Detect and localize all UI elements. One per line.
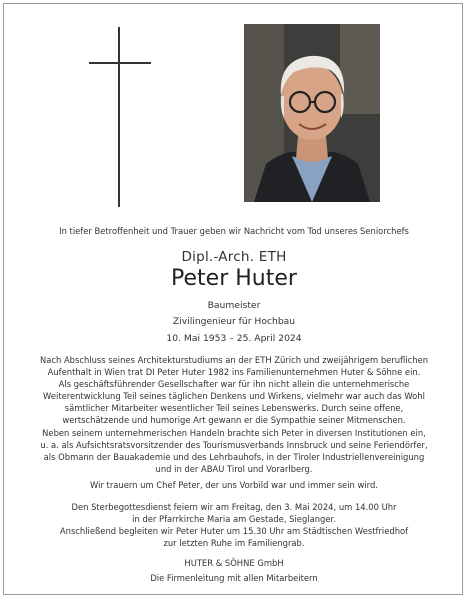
biography-line: Nach Abschluss seines Architekturstudiums an der ETH Zürich und zweijährigem beruflichen — [39, 355, 429, 365]
biography-paragraph — [4, 354, 464, 475]
mourning-line: Wir trauern um Chef Peter, der uns Vorbild war und immer sein wird. — [90, 480, 378, 490]
portrait-photo — [244, 24, 380, 202]
obituary-notice — [3, 3, 463, 595]
profession-2: Zivilingenieur für Hochbau — [172, 316, 296, 327]
academic-title: Dipl.-Arch. ETH — [181, 249, 287, 265]
mourning-statement — [4, 479, 464, 491]
biography-line: Aufenthalt in Wien trat DI Peter Huter 1982 ins Familienunternehmen Huter & Söhne ein. — [47, 367, 421, 378]
intro-text: In tiefer Betroffenheit und Trauer geben wir Nachricht vom Tod unseres Seniorchefs — [59, 226, 409, 236]
service-line: in der Pfarrkirche Maria am Gestade, Sieglanger. — [132, 514, 336, 525]
portrait-illustration — [244, 24, 380, 202]
biography-line: Als geschäftsführender Gesellschafter war für ihn nicht allein die unternehmerische — [58, 379, 410, 390]
service-line: Den Sterbegottesdienst feiern wir am Freitag, den 3. Mai 2024, um 14.00 Uhr — [71, 502, 397, 512]
cross-icon — [89, 27, 151, 207]
biography-line: wertschätzende und humorige Art gewann er die Sympathie seiner Mitmenschen. — [62, 415, 406, 426]
cross-horizontal-bar — [89, 62, 151, 64]
biography-line: sämtlicher Mitarbeiter wesentlicher Teil seines Lebenswerks. Durch seine offene, — [64, 403, 404, 414]
service-line: Anschließend begleiten wir Peter Huter um 15.30 Uhr am Städtischen Westfriedhof — [59, 526, 409, 537]
service-line: zur letzten Ruhe im Familiengrab. — [163, 538, 305, 549]
biography-line: u. a. als Aufsichtsratsvorsitzender des Tourismusverbands Innsbruck und seine Feriendörfer, — [40, 439, 428, 450]
life-dates: 10. Mai 1953 – 25. April 2024 — [166, 333, 302, 344]
signoff-line: Die Firmenleitung mit allen Mitarbeitern — [150, 573, 318, 583]
funeral-service-details — [4, 501, 464, 549]
biography-line: als Obmann der Bauakademie und des Lehrbauhofs, in der Tiroler Industriellenvereinigung — [43, 451, 425, 462]
signoff-text — [4, 572, 464, 584]
deceased-name: Peter Huter — [171, 266, 297, 291]
profession-1: Baumeister — [207, 300, 261, 311]
company-line: HUTER & SÖHNE GmbH — [184, 558, 284, 568]
biography-line: Weiterentwicklung Teil seines täglichen Denkens und Wirkens, vielmehr war auch das Wohl — [43, 391, 425, 402]
biography-line: und in der ABAU Tirol und Vorarlberg. — [155, 463, 313, 474]
company-name — [4, 557, 464, 569]
cross-vertical-bar — [118, 27, 120, 207]
biography-line: Neben seinem unternehmerischen Handeln brachte sich Peter in diversen Institutionen ein, — [42, 427, 426, 438]
